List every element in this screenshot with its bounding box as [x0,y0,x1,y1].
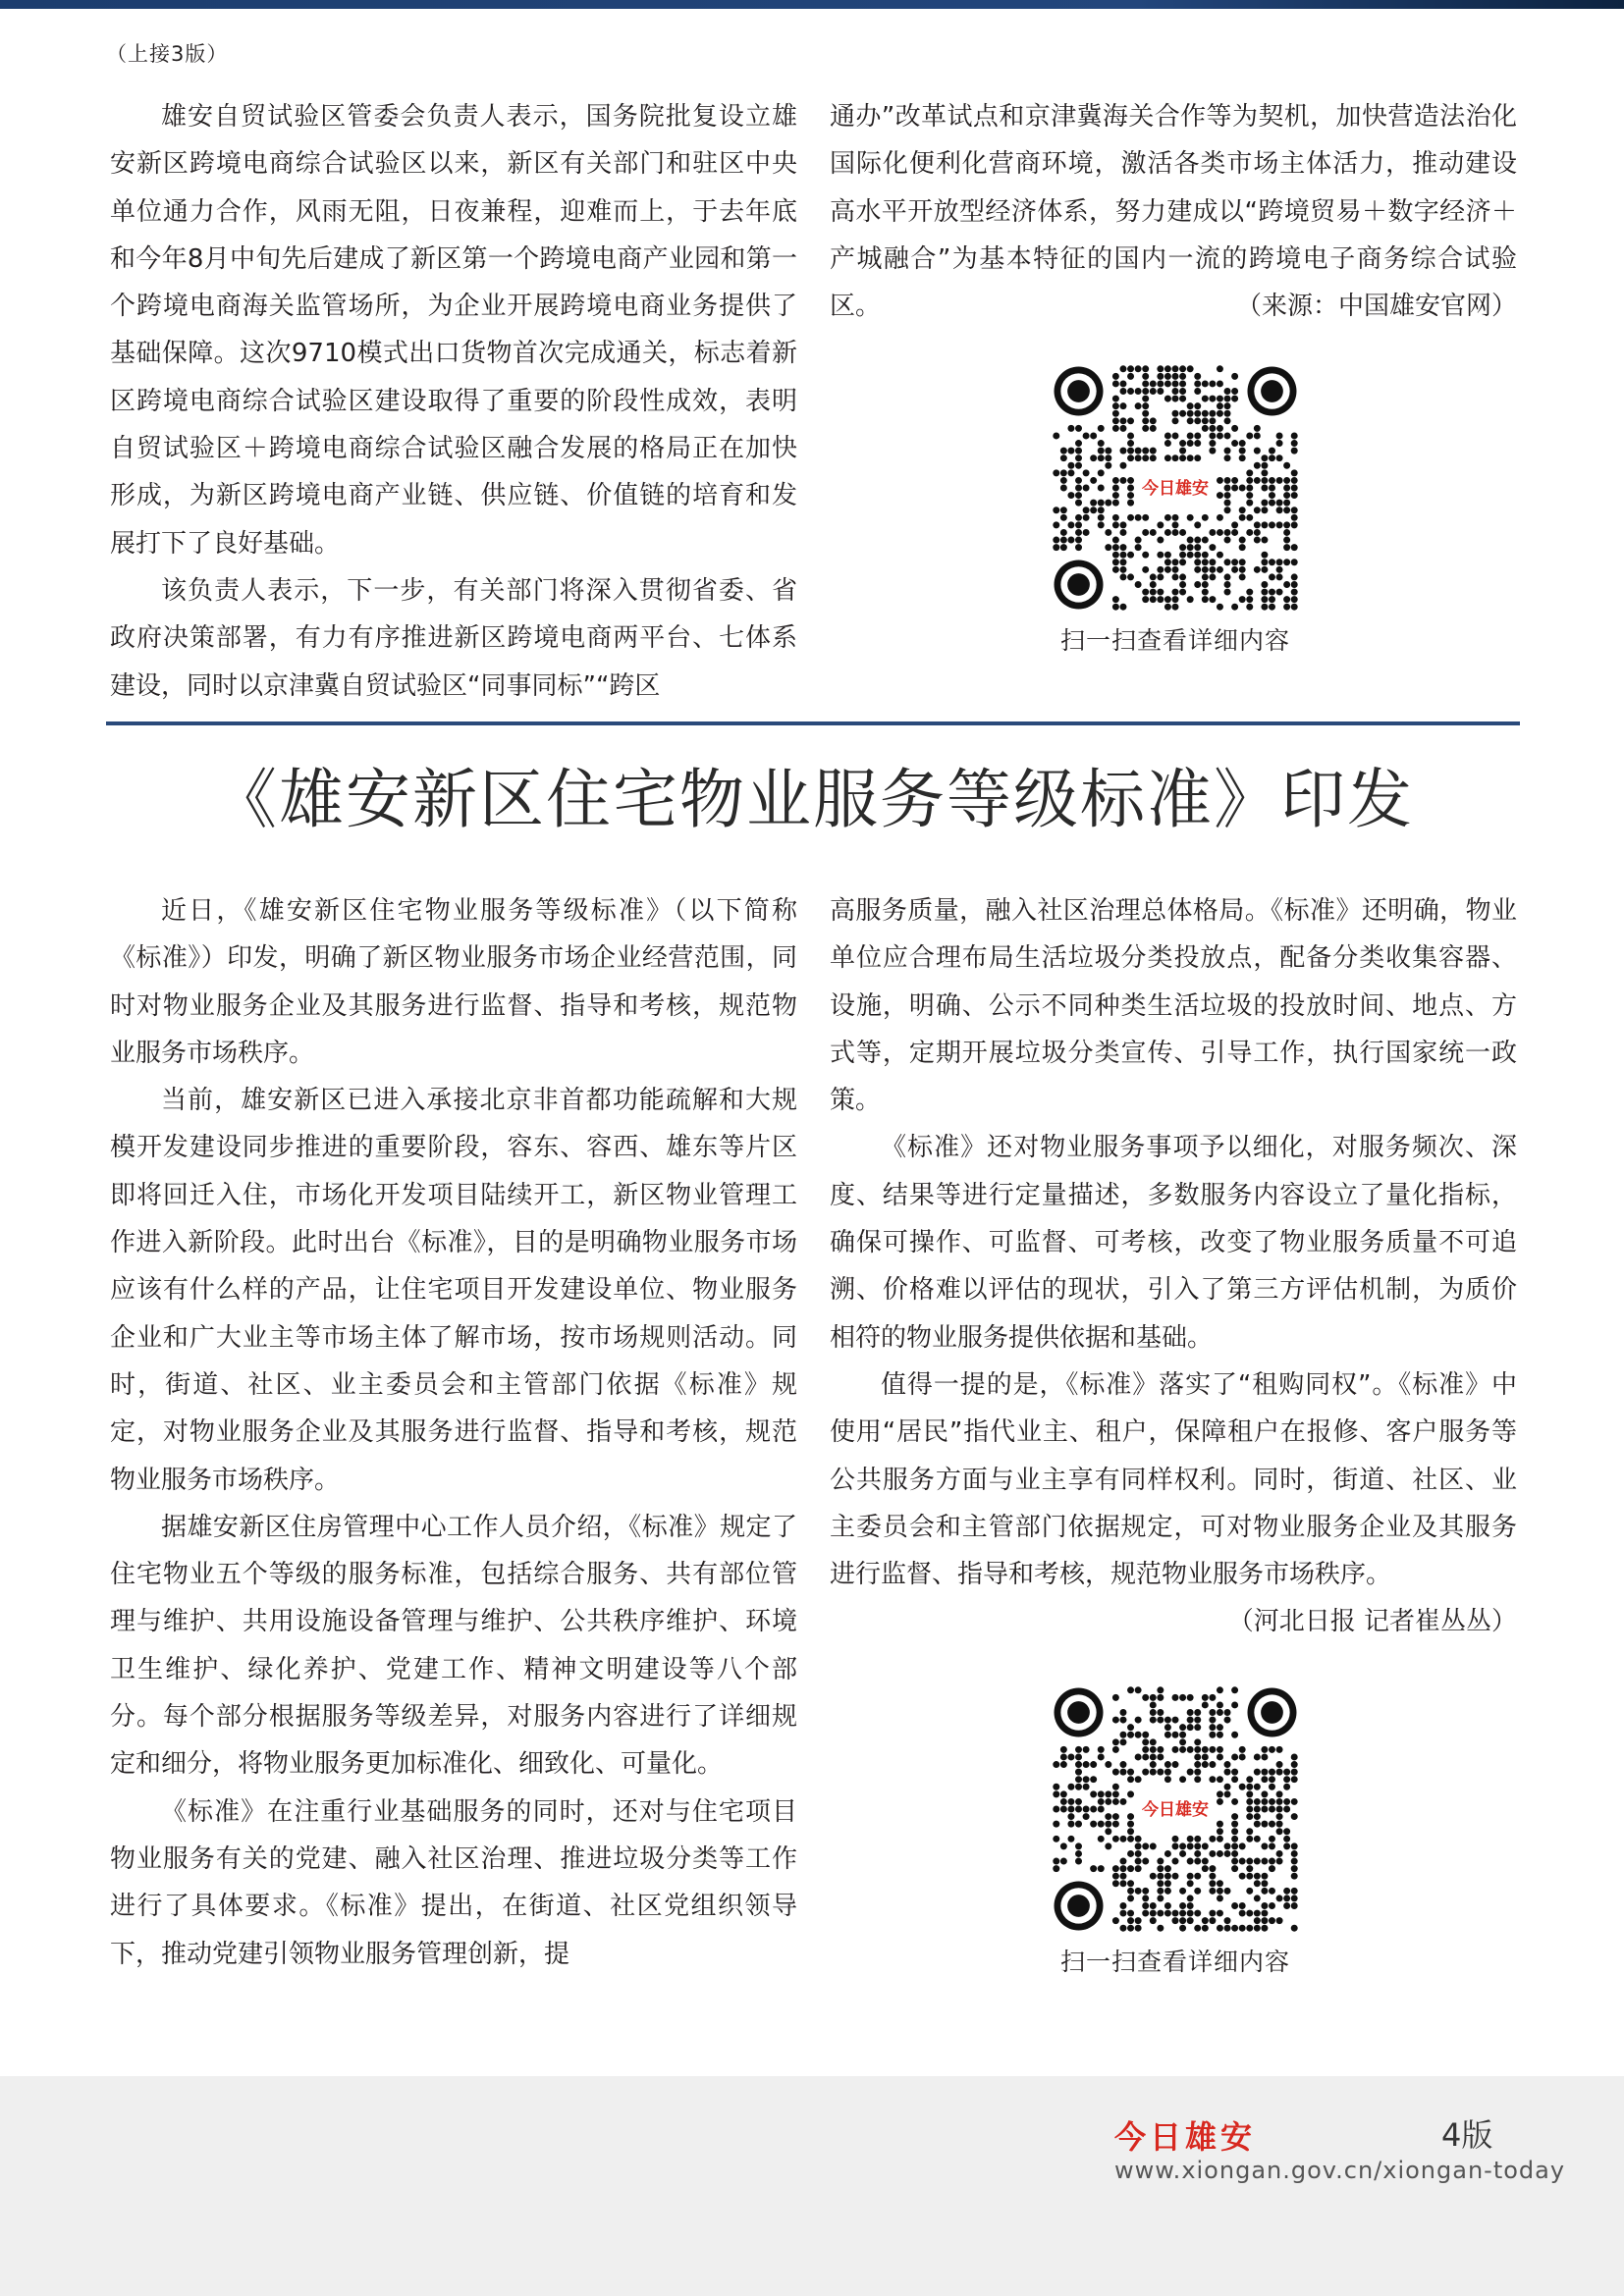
section-divider [106,721,1520,725]
article2-paragraph: 近日，《雄安新区住宅物业服务等级标准》（以下简称《标准》）印发，明确了新区物业服务市场企业经营范围，同时对物业服务企业及其服务进行监督、指导和考核，规范物业服务市场秩序。 [110,896,797,1068]
article1-paragraph: 该负责人表示，下一步，有关部门将深入贯彻省委、省政府决策部署，有力有序推进新区跨境电商两平台、七体系建设，同时以京津冀自贸试验区“同事同标”“跨区 [110,575,797,701]
article2-paragraph: 高服务质量，融入社区治理总体格局。《标准》还明确，物业单位应合理布局生活垃圾分类投放点，配备分类收集容器、设施，明确、公示不同种类生活垃圾的投放时间、地点、方式等，定期开展垃圾分类宣传、引导工作，执行国家统一政策。 [830,896,1517,1116]
article2-paragraph: 《标准》还对物业服务事项予以细化，对服务频次、深度、结果等进行定量描述，多数服务内容设立了量化指标，确保可操作、可监督、可考核，改变了物业服务质量不可追溯、价格难以评估的现状，引入了第三方评估机制，为质价相符的物业服务提供依据和基础。 [830,1133,1517,1353]
qr-caption: 扫一扫查看详细内容 [1059,1948,1290,1976]
top-bar [0,0,1624,9]
article2-text: 值得一提的是，《标准》落实了“租购同权”。《标准》中使用“居民”指代业主、租户，保障租户在报修、客户服务等公共服务方面与业主享有同样权利。同时，街道、社区、业主委员会和主管部门依据规定，可对物业服务企业及其服务进行监督、指导和考核，规范物业服务市场秩序。 [830,1369,1517,1590]
qr-code-block [1048,365,1303,658]
article1-source: （来源：中国雄安官网） [1235,292,1517,322]
article2-headline: 《雄安新区住宅物业服务等级标准》印发 [212,762,1414,837]
continued-note: （上接3版） [106,42,229,66]
article1-paragraph [830,93,1517,330]
qr-logo-text: 今日雄安 [1142,479,1209,499]
article2-right-column [830,887,1517,1646]
qr-code-block [1048,1686,1303,1979]
article1-paragraph: 雄安自贸试验区管委会负责人表示，国务院批复设立雄安新区跨境电商综合试验区以来，新区有关部门和驻区中央单位通力合作，风雨无阻，日夜兼程，迎难而上，于去年底和今年8月中旬先后建成了新区第一个跨境电商产业园和第一个跨境电商海关监管场所，为企业开展跨境电商业务提供了基础保障。这次9710模式出口货物首次完成通关，标志着新区跨境电商综合试验区建设取得了重要的阶段性成效，表明自贸试验区＋跨境电商综合试验区融合发展的格局正在加快形成，为新区跨境电商产业链、供应链、价值链的培育和发展打下了良好基础。 [110,102,797,559]
qr-logo-text: 今日雄安 [1142,1800,1209,1820]
article2-paragraph: 《标准》在注重行业基础服务的同时，还对与住宅项目物业服务有关的党建、融入社区治理、推进垃圾分类等工作进行了具体要求。《标准》提出，在街道、社区党组织领导下，推动党建引领物业服务管理创新，提 [110,1796,797,1969]
article1-text: 通办”改革试点和京津冀海关合作等为契机，加快营造法治化国际化便利化营商环境，激活各类市场主体活力，推动建设高水平开放型经济体系，努力建成以“跨境贸易＋数字经济＋产城融合”为基本特征的国内一流的跨境电子商务综合试验区。 [830,102,1517,322]
footer-logo: 今日雄安 [1114,2118,1257,2156]
article2-paragraph [830,1362,1517,1637]
article2-paragraph: 当前，雄安新区已进入承接北京非首都功能疏解和大规模开发建设同步推进的重要阶段，容东、容西、雄东等片区即将回迁入住，市场化开发项目陆续开工，新区物业管理工作进入新阶段。此时出台《标准》，目的是明确物业服务市场应该有什么样的产品，让住宅项目开发建设单位、物业服务企业和广大业主等市场主体了解市场，按市场规则活动。同时，街道、社区、业主委员会和主管部门依据《标准》规定，对物业服务企业及其服务进行监督、指导和考核，规范物业服务市场秩序。 [110,1086,797,1495]
article1-right-column [830,93,1517,330]
article2-left-column [110,887,797,1978]
footer-band [0,2076,1624,2296]
qr-code-icon[interactable] [1053,365,1298,611]
qr-code-icon[interactable] [1053,1686,1298,1932]
article2-paragraph: 据雄安新区住房管理中心工作人员介绍，《标准》规定了住宅物业五个等级的服务标准，包括综合服务、共有部位管理与维护、共用设施设备管理与维护、公共秩序维护、环境卫生维护、绿化养护、党建工作、精神文明建设等八个部分。每个部分根据服务等级差异，对服务内容进行了详细规定和细分，将物业服务更加标准化、细致化、可量化。 [110,1512,797,1780]
page-number: 4版 [1441,2116,1493,2154]
footer-url[interactable]: www.xiongan.gov.cn/xiongan-today [1114,2157,1566,2184]
qr-caption: 扫一扫查看详细内容 [1059,626,1290,655]
article2-source: （河北日报 记者崔丛丛） [1227,1607,1517,1637]
article1-left-column [110,93,797,710]
